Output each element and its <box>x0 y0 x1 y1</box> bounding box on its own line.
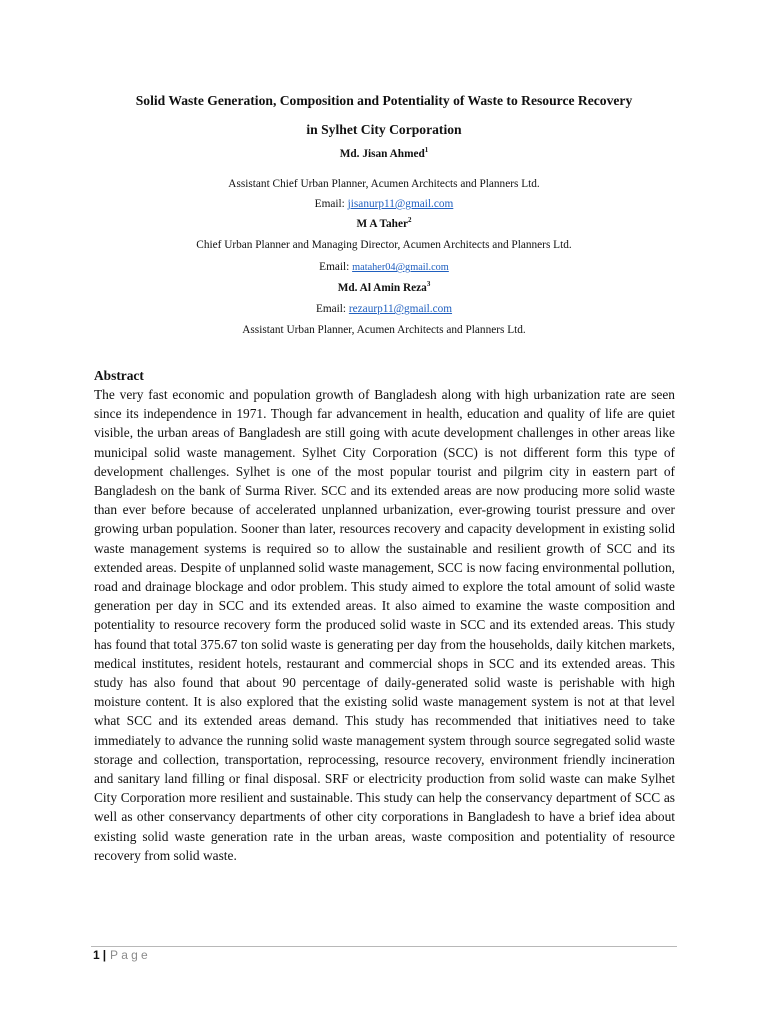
paper-title <box>60 92 708 139</box>
abstract-body: The very fast economic and population growth of Bangladesh along with high urbanization rate are seen since its independence in 1971. Though far advancement in health, education and quality of life are quiet visible, the urban areas of Bangladesh are still going with acute development challenges in other areas like municipal solid waste management. Sylhet City Corporation (SCC) is not different form this type of development challenges. Sylhet is one of the most popular tourist and pilgrim city in eastern part of Bangladesh on the bank of Surma River. SCC and its extended areas are now producing more solid waste than ever before because of accelerated unplanned urbanization, ever-growing tourist pressure and over growing urban population. Sooner than later, resources recovery and capacity development in existing solid waste management systems is required so to allow the sustainable and resilient growth of SCC and its extended areas. Despite of unplanned solid waste management, SCC is now facing environmental pollution, road and drainage blockage and odor problem. This study aimed to explore the total amount of solid waste generation per day in SCC and its extended areas. It also aimed to examine the waste composition and potentiality to resource recovery form the produced solid waste in SCC and its extended areas. This study has found that total 375.67 ton solid waste is generating per day from the households, daily kitchen markets, medical institutes, resident hotels, restaurant and commercial shops in SCC and its extended areas. This study has also found that about 90 percentage of daily-generated solid waste is perishable with high moisture content. It is also explored that the existing solid waste management system is not at that level what SCC and its extended areas demand. This study has recommended that initiatives need to take immediately to advance the running solid waste management system through source segregated solid waste storage and collection, transportation, reprocessing, resource recovery, environment friendly incineration and sanitary land filling or final disposal. SRF or electricity production from solid waste can make Sylhet City Corporation more resilient and sustainable. This study can help the conservancy department of SCC as well as other conservancy departments of other city corporations in Bangladesh to have a brief idea about existing solid waste generation rate in the urban areas, waste composition and potentiality of resource recovery from solid waste. <box>94 387 675 863</box>
page-footer <box>93 947 151 963</box>
author-3-email-link[interactable]: rezaurp11@gmail.com <box>348 303 453 315</box>
author-3-superscript: 3 <box>426 280 431 288</box>
author-2-superscript: 2 <box>407 216 412 224</box>
title-line-2: in Sylhet City Corporation <box>306 122 462 137</box>
author-3-affiliation: Assistant Urban Planner, Acumen Architects and Planners Ltd. <box>242 324 526 336</box>
author-1-affiliation: Assistant Chief Urban Planner, Acumen Architects and Planners Ltd. <box>228 178 540 190</box>
author-3-email-label: Email: <box>315 303 349 315</box>
title-line-1: Solid Waste Generation, Composition and Potentiality of Waste to Resource Recovery <box>135 93 633 108</box>
author-1-affiliation-block <box>60 174 708 192</box>
author-2-email-link[interactable]: mataher04@gmail.com <box>352 262 449 273</box>
author-2-email-block <box>60 257 708 275</box>
author-2-email-label: Email: <box>319 261 353 273</box>
footer-divider <box>91 946 677 947</box>
author-2-name: M A Taher <box>356 218 408 230</box>
author-1-name-block <box>60 144 708 162</box>
abstract-heading: Abstract <box>94 368 144 383</box>
page-number: 1 <box>93 948 100 962</box>
author-1-email-link[interactable]: jisanurp11@gmail.com <box>347 198 454 210</box>
author-1-email-label: Email: <box>314 198 348 210</box>
author-1-superscript: 1 <box>424 146 429 154</box>
author-1-email-block <box>60 194 708 212</box>
author-2-affiliation-block <box>60 235 708 253</box>
footer-separator: | <box>102 948 107 962</box>
author-3-email-block <box>60 299 708 317</box>
author-3-name: Md. Al Amin Reza <box>337 282 427 294</box>
author-2-affiliation: Chief Urban Planner and Managing Director, Acumen Architects and Planners Ltd. <box>196 239 572 251</box>
author-3-affiliation-block <box>60 320 708 338</box>
author-1-name: Md. Jisan Ahmed <box>339 148 425 160</box>
author-3-name-block <box>60 278 708 296</box>
author-2-name-block <box>60 214 708 232</box>
page-word: Page <box>110 948 151 962</box>
